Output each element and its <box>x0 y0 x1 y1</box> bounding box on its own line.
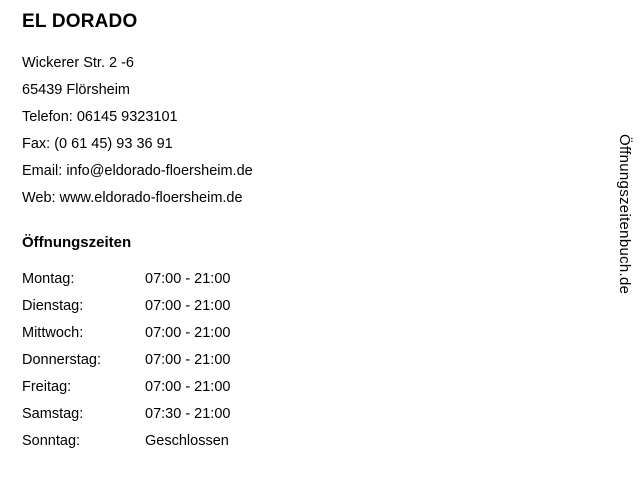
day-label: Freitag: <box>22 379 72 395</box>
day-hours: 07:00 - 21:00 <box>145 325 231 341</box>
address-line-city: 65439 Flörsheim <box>22 82 130 98</box>
sidebar-brand-watermark: Öffnungszeitenbuch.de <box>616 134 633 295</box>
day-label: Samstag: <box>22 406 84 422</box>
address-line-web: Web: www.eldorado-floersheim.de <box>22 190 243 206</box>
address-line-phone: Telefon: 06145 9323101 <box>22 109 178 125</box>
opening-hours-heading: Öffnungszeiten <box>22 234 132 251</box>
address-line-street: Wickerer Str. 2 -6 <box>22 55 134 71</box>
day-label: Montag: <box>22 271 75 287</box>
day-label: Dienstag: <box>22 298 84 314</box>
table-row <box>22 401 345 428</box>
day-label: Mittwoch: <box>22 325 84 341</box>
day-hours: Geschlossen <box>145 433 229 449</box>
table-row <box>22 374 345 401</box>
table-row <box>22 320 345 347</box>
day-hours: 07:00 - 21:00 <box>145 379 231 395</box>
address-line-email: Email: info@eldorado-floersheim.de <box>22 163 253 179</box>
day-hours: 07:30 - 21:00 <box>145 406 231 422</box>
table-row <box>22 293 345 320</box>
day-label: Donnerstag: <box>22 352 101 368</box>
table-row <box>22 266 345 293</box>
opening-hours-table <box>22 266 345 455</box>
day-hours: 07:00 - 21:00 <box>145 271 231 287</box>
day-hours: 07:00 - 21:00 <box>145 352 231 368</box>
table-row <box>22 428 345 455</box>
day-label: Sonntag: <box>22 433 81 449</box>
day-hours: 07:00 - 21:00 <box>145 298 231 314</box>
page-title: EL DORADO <box>22 11 138 32</box>
table-row <box>22 347 345 374</box>
business-info-block <box>22 10 562 455</box>
address-line-fax: Fax: (0 61 45) 93 36 91 <box>22 136 173 152</box>
